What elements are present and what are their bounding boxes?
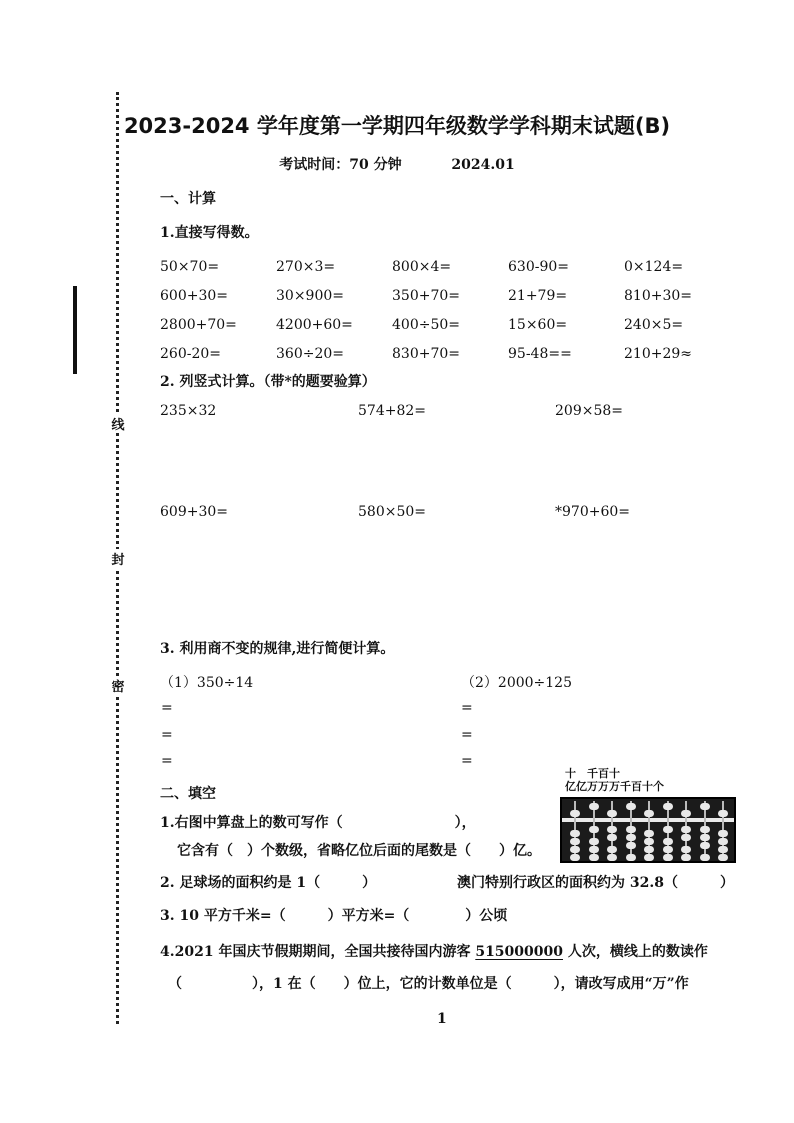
grid-cell: 350+70= (392, 287, 460, 304)
grid-cell: 0×124= (624, 258, 684, 275)
abacus-bead (663, 826, 673, 833)
mental-math-grid (160, 252, 740, 368)
abacus-bead (607, 854, 617, 861)
binding-char-mi: 密 (110, 676, 126, 695)
abacus-bead (589, 838, 599, 845)
page-title: 2023-2024 学年度第一学期四年级数学学科期末试题(B) (123, 114, 671, 138)
abacus-bead (663, 854, 673, 861)
abacus-bead (570, 846, 580, 853)
s2-q4-number: 515000000 (475, 944, 563, 960)
abacus-bead (681, 826, 691, 833)
abacus-bead (607, 826, 617, 833)
q1-label: 1.直接写得数。 (160, 225, 259, 241)
abacus-bead (663, 846, 673, 853)
exam-date: 2024.01 (451, 157, 515, 173)
grid-cell: 30×900= (276, 287, 344, 304)
s2-q4-line1 (160, 941, 708, 961)
abacus-bead (607, 810, 617, 817)
grid-cell: 4200+60= (276, 316, 353, 333)
abacus-bead (718, 830, 728, 837)
grid-cell: 800×4= (392, 258, 452, 275)
abacus-bead (589, 846, 599, 853)
grid-cell: 810+30= (624, 287, 692, 304)
abacus-bead (700, 826, 710, 833)
abacus-labels-bottom: 亿亿万万万千百十个 (565, 780, 664, 793)
grid-cell: 360÷20= (276, 345, 344, 362)
equals-sign: = (461, 753, 473, 769)
grid-cell: 260-20= (160, 345, 221, 362)
q3-right-problem: （2）2000÷125 (461, 675, 572, 691)
equals-sign: = (161, 700, 173, 716)
grid-cell: 210+29≈ (624, 345, 692, 362)
grid-row (160, 281, 740, 310)
s2-q1-line2: 它含有（ ）个数级，省略亿位后面的尾数是（ ）亿。 (177, 843, 541, 859)
abacus-place-labels (565, 767, 664, 793)
q3-label: 3. 利用商不变的规律,进行简便计算。 (160, 641, 395, 657)
grid-cell: 50×70= (160, 258, 220, 275)
abacus-bead (570, 830, 580, 837)
abacus-bead (589, 826, 599, 833)
abacus-bead (681, 846, 691, 853)
equals-sign: = (461, 700, 473, 716)
vertical-calc-item: 609+30= (160, 504, 228, 520)
grid-cell: 95-48== (508, 345, 572, 362)
abacus-bead (700, 842, 710, 849)
q2-label: 2. 列竖式计算。（带*的题要验算） (160, 374, 376, 390)
abacus-bead (681, 810, 691, 817)
vertical-calc-item: 574+82= (358, 403, 426, 419)
abacus-bead (570, 854, 580, 861)
exam-info (0, 154, 794, 174)
margin-bar (73, 286, 77, 374)
vertical-calc-item: 580×50= (358, 504, 426, 520)
abacus-bead (644, 810, 654, 817)
grid-cell: 400÷50= (392, 316, 460, 333)
s2-q2-right: 澳门特别行政区的面积约为 32.8（ ） (457, 875, 734, 891)
exam-time: 考试时间：70 分钟 (279, 157, 402, 173)
vertical-calc-item: 209×58= (555, 403, 623, 419)
abacus-bead (718, 838, 728, 845)
abacus-bead (626, 854, 636, 861)
abacus-bead (681, 834, 691, 841)
section1-heading: 一、计算 (160, 191, 216, 207)
abacus-bead (700, 854, 710, 861)
grid-cell: 21+79= (508, 287, 568, 304)
s2-q1-line1: 1.右图中算盘上的数可写作（ ）， (160, 815, 476, 831)
grid-cell: 630-90= (508, 258, 569, 275)
abacus-bead (644, 846, 654, 853)
abacus-bead (700, 803, 710, 810)
abacus-bead (626, 826, 636, 833)
abacus-bead (681, 854, 691, 861)
abacus-image (560, 797, 736, 863)
abacus-bead (644, 854, 654, 861)
abacus-bead (570, 838, 580, 845)
abacus-bead (718, 846, 728, 853)
grid-cell: 600+30= (160, 287, 228, 304)
abacus-bead (663, 803, 673, 810)
s2-q4-line2: （ ），1 在（ ）位上，它的计数单位是（ ），请改写成用“万”作 (168, 976, 689, 992)
abacus-bead (626, 803, 636, 810)
vertical-calc-item: *970+60= (555, 504, 630, 520)
abacus-bead (626, 842, 636, 849)
abacus-labels-top: 十 千百十 (565, 767, 620, 780)
binding-char-feng: 封 (110, 549, 126, 568)
grid-row (160, 310, 740, 339)
abacus-bead (607, 846, 617, 853)
grid-cell: 15×60= (508, 316, 568, 333)
s2-q4-prefix: 4.2021 年国庆节假期期间，全国共接待国内游客 (160, 944, 476, 960)
vertical-calc-item: 235×32 (160, 403, 217, 419)
binding-char-xian: 线 (110, 414, 126, 433)
grid-cell: 830+70= (392, 345, 460, 362)
equals-sign: = (161, 753, 173, 769)
q3-left-problem: （1）350÷14 (160, 675, 254, 691)
abacus-bead (607, 834, 617, 841)
s2-q3: 3. 10 平方千米=（ ）平方米=（ ）公顷 (160, 908, 508, 924)
abacus-bead (626, 834, 636, 841)
abacus-bead (718, 854, 728, 861)
abacus-bead (570, 810, 580, 817)
grid-row (160, 252, 740, 281)
section2-heading: 二、填空 (160, 786, 216, 802)
abacus-bead (718, 810, 728, 817)
equals-sign: = (161, 727, 173, 743)
grid-cell: 270×3= (276, 258, 336, 275)
abacus-bead (644, 838, 654, 845)
abacus-bead (589, 803, 599, 810)
equals-sign: = (461, 727, 473, 743)
page-number: 1 (437, 1011, 447, 1027)
s2-q4-suffix: 人次，横线上的数读作 (563, 944, 708, 960)
grid-row (160, 339, 740, 368)
s2-q2-left: 2. 足球场的面积约是 1（ ） (160, 875, 377, 891)
grid-cell: 2800+70= (160, 316, 237, 333)
abacus-bead (644, 830, 654, 837)
abacus-bead (663, 838, 673, 845)
abacus-bead (700, 834, 710, 841)
grid-cell: 240×5= (624, 316, 684, 333)
abacus-bead (589, 854, 599, 861)
